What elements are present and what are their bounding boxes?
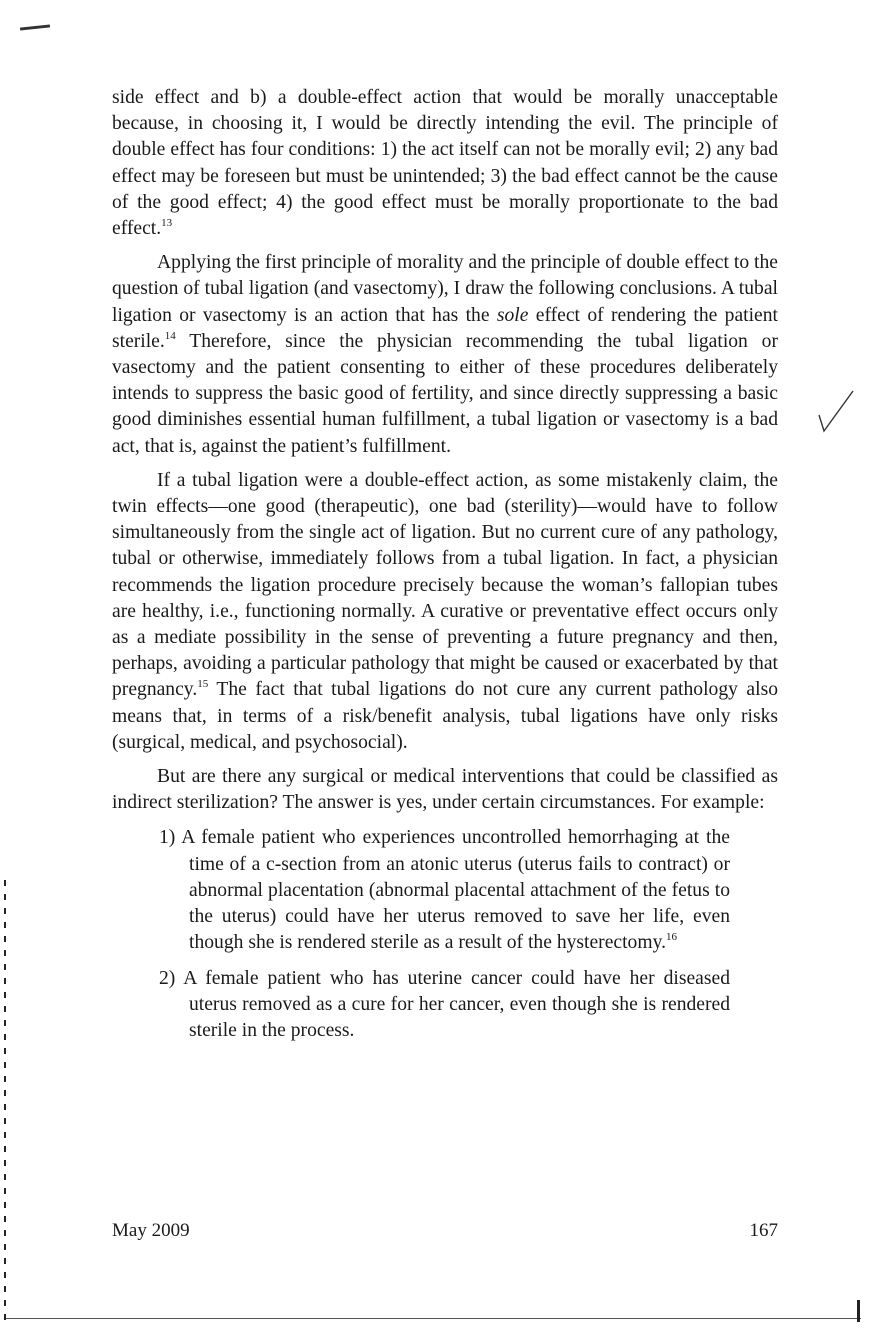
paragraph-4: But are there any surgical or medical interventions that could be classified as indirect sterilization? The answer is yes, under certain circumstances. For example: — [112, 766, 778, 814]
paragraph-3-text-a: If a tubal ligation were a double-effect action, as some mistakenly claim, the twin effects—one good (therapeutic), one bad (sterility)—would have to follow simultaneously from the single act of ligation. But no current cure of any pathology, tubal or otherwise, immediately follows from a tubal ligation. In fact, a physician recommends the ligation procedure precisely because the woman’s fallopian tubes are healthy, i.e., functioning normally. A curative or preventative effect occurs only as a mediate possibility in the sense of preventing a future pregnancy and then, perhaps, avoiding a particular pathology that might be caused or exacerbated by that pregnancy. — [112, 469, 778, 701]
scan-edge-right — [857, 1300, 860, 1322]
footnote-ref-14: 14 — [164, 329, 176, 342]
paragraph-1 — [112, 85, 778, 242]
page-footer — [112, 1220, 778, 1242]
handwritten-check-icon — [815, 385, 855, 435]
list-item-1 — [159, 825, 730, 956]
scan-mark — [20, 24, 50, 30]
paragraph-2-text-b: effect of rendering the patient sterile. — [112, 304, 778, 352]
emphasis-sole: sole — [496, 304, 529, 326]
scan-edge-left — [4, 880, 6, 1320]
list-item-2: 2) A female patient who has uterine cancer could have her diseased uterus removed as a cure for her cancer, even though she is rendered sterile in the process. — [159, 967, 730, 1041]
body-text — [112, 85, 778, 1044]
list-item-1-text: 1) A female patient who experiences uncontrolled hemorrhaging at the time of a c-section from an atonic uterus (uterus fails to contract) or abnormal placentation (abnormal placental attachment of the fetus to the uterus) could have her uterus removed to save her life, even though she is rendered sterile as a result of the hysterectomy. — [159, 827, 730, 954]
footnote-ref-15: 15 — [197, 678, 209, 691]
page-number: 167 — [749, 1220, 778, 1241]
paragraph-2-text-a: Applying the first principle of morality and the principle of double effect to the question of tubal ligation (and vasectomy), I draw the following conclusions. A tubal ligation or vasectomy is an action that has the — [112, 252, 778, 326]
footnote-ref-16: 16 — [666, 931, 677, 944]
scan-edge-bottom — [6, 1318, 861, 1319]
paragraph-2-text-c: Therefore, since the physician recommending the tubal ligation or vasectomy and the patient consenting to either of these procedures deliberately intends to suppress the basic good of fertility, and since directly suppressing a basic good diminishes essential human fulfillment, a tubal ligation or vasectomy is a bad act, that is, against the patient’s fulfillment. — [112, 330, 778, 457]
paragraph-1-text: side effect and b) a double-effect action that would be morally unacceptable because, in choosing it, I would be directly intending the evil. The principle of double effect has four conditions: 1) the act itself can not be morally evil; 2) any bad effect may be foreseen but must be unintended; 3) the bad effect cannot be the cause of the good effect; 4) the good effect must be morally proportionate to the bad effect. — [112, 87, 778, 240]
paragraph-3-text-b: The fact that tubal ligations do not cure any current pathology also means that, in terms of a risk/benefit analysis, tubal ligations have only risks (surgical, medical, and psychosocial). — [112, 679, 778, 753]
footnote-ref-13: 13 — [161, 217, 173, 230]
paragraph-2 — [112, 250, 778, 460]
paragraph-3 — [112, 468, 778, 756]
footer-date: May 2009 — [112, 1220, 190, 1241]
